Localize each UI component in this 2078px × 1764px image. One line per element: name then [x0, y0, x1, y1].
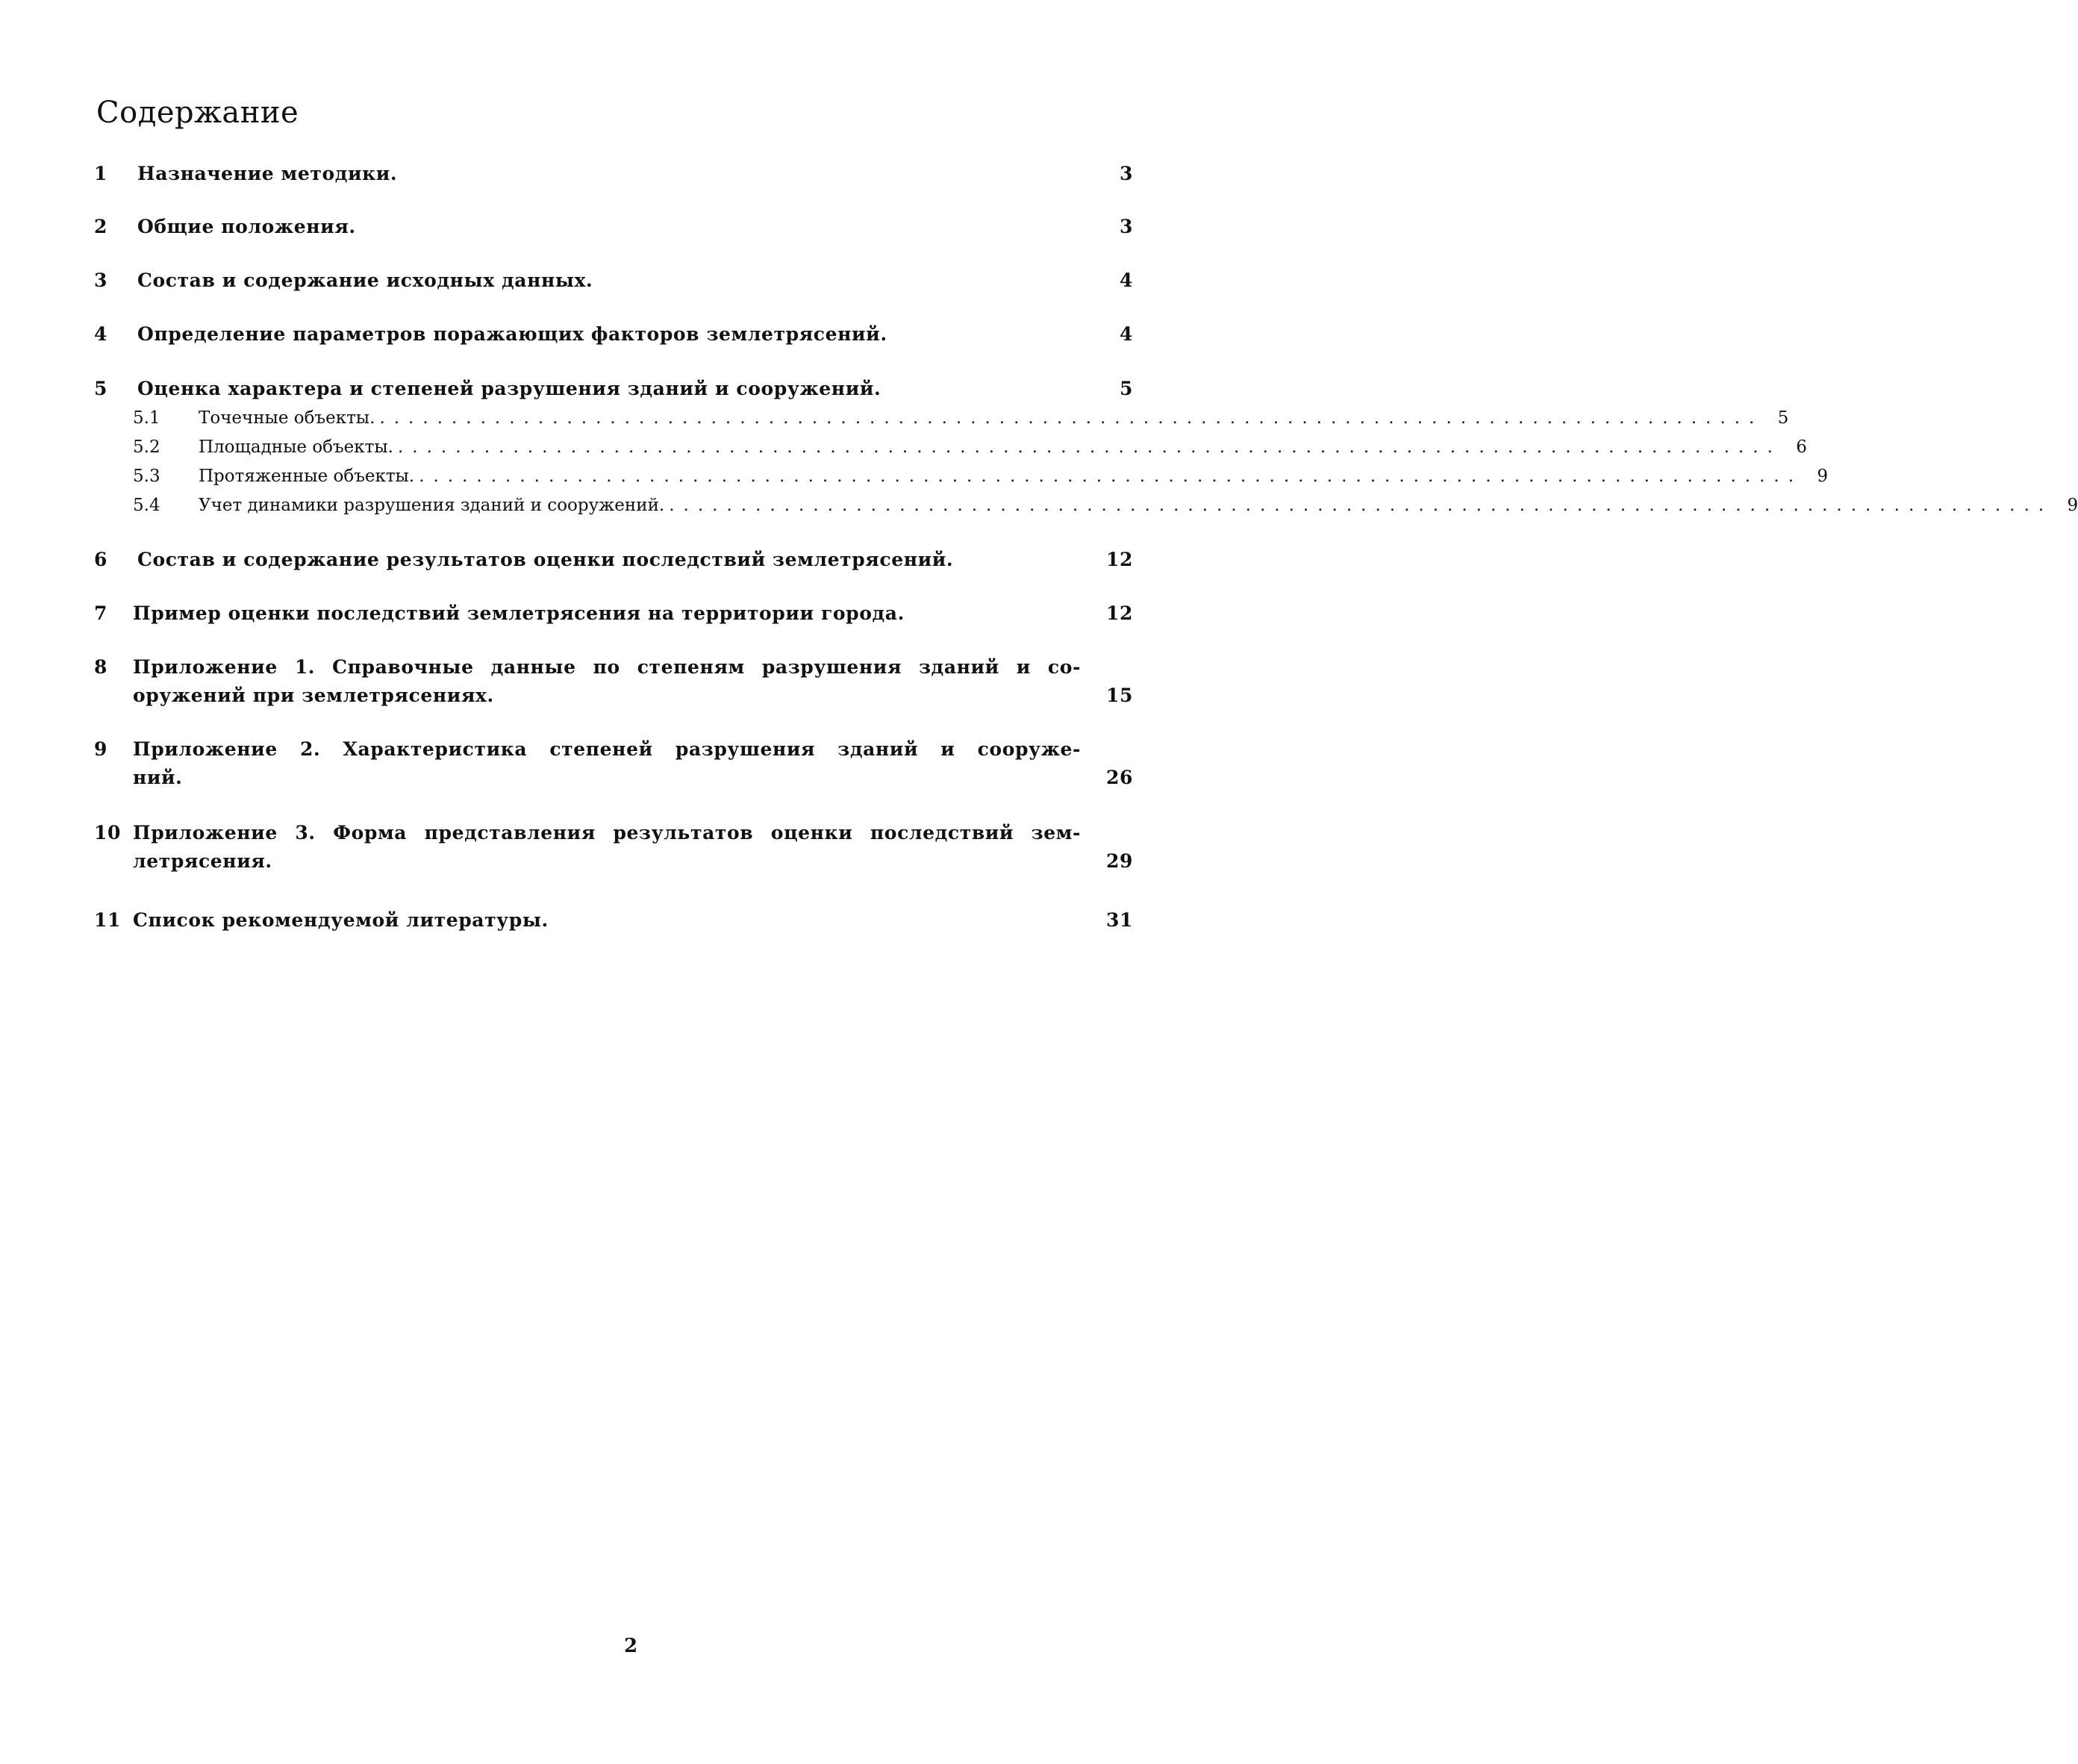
toc-entry-title	[94, 735, 1133, 792]
toc-entry-number: 5	[94, 378, 107, 399]
toc-subentry-page: 9	[1817, 467, 1829, 486]
toc-entry-page: 3	[1120, 163, 1133, 184]
toc-entry-10[interactable]	[94, 819, 1133, 876]
toc-entry-title-line: ний.	[133, 767, 183, 788]
toc-entry-7[interactable]	[94, 599, 1133, 628]
toc-subentry-page: 5	[1777, 408, 1789, 428]
toc-subentry-number: 5.1	[133, 408, 160, 428]
toc-entry-page: 12	[1106, 549, 1133, 570]
toc-entry-page: 31	[1106, 909, 1133, 931]
toc-entry-page: 29	[1106, 850, 1133, 872]
toc-entry-title-line: летрясения.	[133, 850, 272, 872]
toc-entry-title-line: оружений при землетрясениях.	[133, 685, 494, 706]
toc-entry-page: 15	[1106, 685, 1133, 706]
toc-heading: Содержание	[96, 96, 299, 130]
leader-dots: ................................................................................................	[669, 496, 2053, 515]
toc-subentry-number: 5.3	[133, 467, 160, 486]
toc-subentry-page: 6	[1796, 437, 1807, 457]
toc-entry-page: 26	[1106, 767, 1133, 788]
toc-entry-number: 8	[94, 656, 107, 678]
toc-entry-number: 2	[94, 216, 107, 237]
toc-entry-title: Назначение методики.	[137, 163, 398, 184]
toc-entry-4[interactable]	[94, 320, 1133, 349]
toc-entry-number: 4	[94, 323, 107, 345]
toc-entry-number: 1	[94, 163, 107, 184]
toc-entry-number: 6	[94, 549, 107, 570]
toc-entry-page: 4	[1120, 323, 1133, 345]
toc-subentry-5-1[interactable]	[133, 406, 1789, 430]
toc-subentry-5-3[interactable]	[133, 464, 1829, 488]
toc-entry-title-line: Приложение 2. Характеристика степеней разрушения зданий и сооруже-	[133, 738, 1081, 760]
leader-dots: ................................................................................................	[379, 408, 1764, 428]
toc-entry-title: Список рекомендуемой литературы.	[133, 909, 549, 931]
toc-entry-8[interactable]	[94, 653, 1133, 710]
toc-entry-title: Общие положения.	[137, 216, 356, 237]
toc-entry-page: 3	[1120, 216, 1133, 237]
toc-entry-title: Пример оценки последствий землетрясения на территории города.	[133, 602, 905, 624]
toc-entry-title: Оценка характера и степеней разрушения зданий и сооружений.	[137, 378, 882, 399]
toc-entry-title-line: Приложение 3. Форма представления результатов оценки последствий зем-	[133, 822, 1081, 844]
toc-entry-3[interactable]	[94, 267, 1133, 295]
toc-subentry-title: Площадные объекты.	[199, 437, 393, 457]
toc-entry-5[interactable]	[94, 375, 1133, 403]
toc-entry-title: Определение параметров поражающих факторов землетрясений.	[137, 323, 887, 345]
leader-dots: ................................................................................................	[419, 467, 1803, 486]
toc-entry-title-line: Приложение 1. Справочные данные по степеням разрушения зданий и со-	[133, 656, 1081, 678]
toc-subentry-5-4[interactable]	[133, 493, 2078, 517]
toc-entry-number: 9	[94, 738, 107, 760]
toc-entry-1[interactable]	[94, 160, 1133, 188]
toc-subentry-title: Протяженные объекты.	[199, 467, 415, 486]
toc-entry-page: 12	[1106, 602, 1133, 624]
toc-entry-title: Состав и содержание исходных данных.	[137, 269, 593, 291]
toc-entry-9[interactable]	[94, 735, 1133, 792]
toc-subentry-5-2[interactable]	[133, 435, 1807, 459]
toc-entry-page: 4	[1120, 269, 1133, 291]
toc-entry-number: 3	[94, 269, 107, 291]
toc-entry-page: 5	[1120, 378, 1133, 399]
toc-entry-title	[94, 819, 1133, 876]
toc-subentry-number: 5.2	[133, 437, 160, 457]
toc-entry-number: 7	[94, 602, 107, 624]
toc-subentry-page: 9	[2067, 496, 2078, 515]
toc-subentry-number: 5.4	[133, 496, 160, 515]
toc-entry-11[interactable]	[94, 906, 1133, 935]
page-number: 2	[624, 1635, 638, 1657]
toc-entry-number: 11	[94, 909, 121, 931]
toc-entry-number: 10	[94, 822, 121, 844]
toc-entry-title: Состав и содержание результатов оценки последствий землетрясений.	[137, 549, 954, 570]
leader-dots: ................................................................................................	[398, 437, 1782, 457]
toc-entry-6[interactable]	[94, 546, 1133, 574]
toc-subentry-title: Учет динамики разрушения зданий и сооружений.	[199, 496, 665, 515]
toc-subentry-title: Точечные объекты.	[199, 408, 375, 428]
toc-entry-2[interactable]	[94, 213, 1133, 241]
toc-entry-title	[94, 653, 1133, 710]
